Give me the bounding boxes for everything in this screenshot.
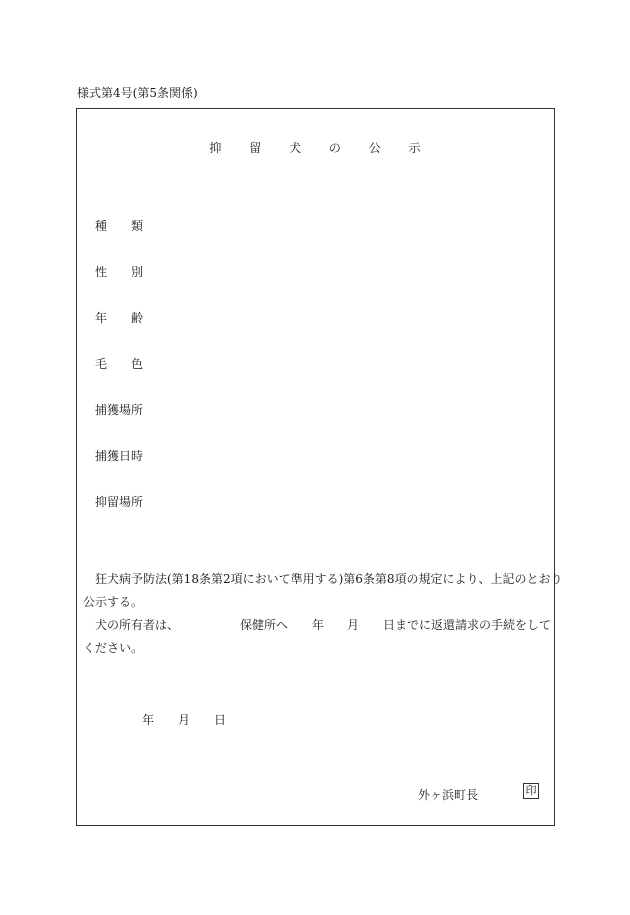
notice-line-2: 公示する。: [83, 595, 144, 609]
date-day: 日: [214, 713, 227, 727]
field-label-kind: [95, 217, 143, 234]
field-label-char: 性: [95, 265, 108, 279]
field-label-char: 齢: [130, 311, 143, 325]
field-label-age: [95, 309, 143, 326]
date-month: 月: [178, 713, 191, 727]
field-label-capture-place: 捕獲場所: [95, 403, 144, 417]
issuer-name: 外ヶ浜町長: [418, 788, 479, 802]
field-label-capture-datetime: 捕獲日時: [95, 449, 144, 463]
notice-line-1: 狂犬病予防法(第18条第2項において準用する)第6条第8項の規定により、上記のとおり: [95, 572, 563, 586]
title-char: の: [328, 141, 341, 155]
notice-deadline-year: 年: [312, 618, 325, 632]
notice-deadline-month: 月: [347, 618, 360, 632]
field-label-char: 類: [130, 219, 143, 233]
title-char: 犬: [289, 141, 302, 155]
notice-health-center: 保健所へ: [240, 618, 289, 632]
title-char: 抑: [209, 141, 222, 155]
field-label-char: 毛: [95, 357, 108, 371]
field-label-char: 別: [130, 265, 143, 279]
notice-deadline-day: 日までに返還請求の手続をして: [383, 618, 552, 632]
document-title: [0, 139, 630, 156]
field-label-char: 色: [130, 357, 143, 371]
field-label-detention-place: 抑留場所: [95, 495, 144, 509]
date-year: 年: [142, 713, 155, 727]
title-char: 留: [249, 141, 262, 155]
field-label-coat-color: [95, 355, 143, 372]
seal-mark: 印: [523, 783, 539, 799]
notice-line-4: ください。: [83, 641, 144, 655]
field-label-char: 種: [95, 219, 108, 233]
form-number: 様式第4号(第5条関係): [77, 86, 198, 100]
title-char: 示: [408, 141, 421, 155]
title-char: 公: [368, 141, 381, 155]
field-label-sex: [95, 263, 143, 280]
notice-owner-intro: 犬の所有者は、: [95, 618, 180, 632]
field-label-char: 年: [95, 311, 108, 325]
